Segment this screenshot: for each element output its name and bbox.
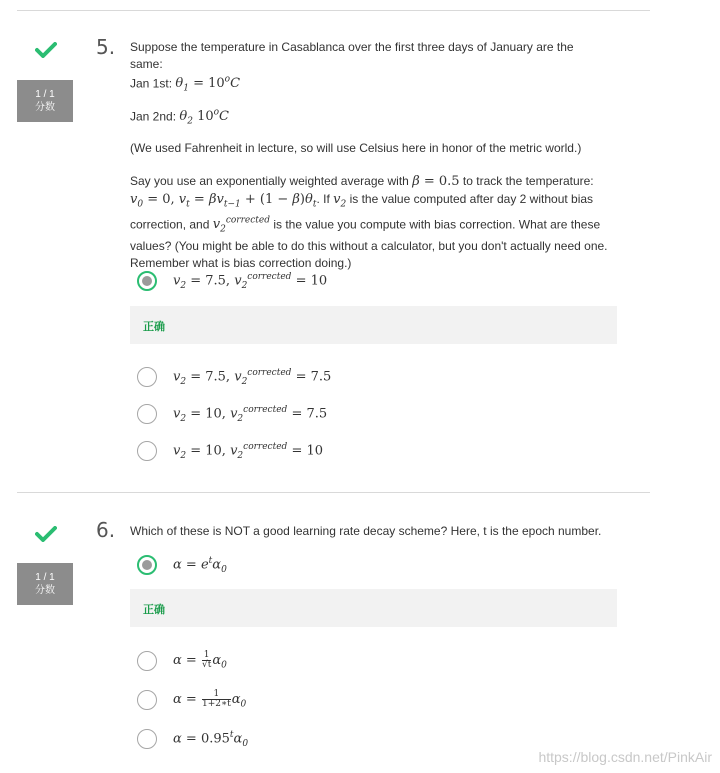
jan2-math: $\theta_2$ 10$^o$C [179,108,229,127]
recurrence-math: $v_0 = 0$, $v_t = \beta v_{t-1} + (1 - \beta)\theta_t$ [130,191,317,210]
correct-label: 正确 [143,604,165,616]
question-number: 6. [96,518,116,542]
q6-feedback [130,589,617,627]
q5-option-1[interactable] [137,270,327,292]
radio[interactable] [137,690,157,710]
jan1-math: $\theta_1 = 10^oC$ [175,75,241,94]
question-body [130,173,608,271]
option-label: $v_2 = 10$, $v_2^{corrected} = 7.5$ [173,404,328,424]
score-badge [17,563,73,605]
radio-selected[interactable] [137,271,157,291]
top-divider [17,10,650,11]
jan1-line [130,72,608,97]
v2-math: $v_2$ [333,191,347,210]
radio[interactable] [137,729,157,749]
checkmark-icon [35,526,57,542]
beta-math: β = 0.5 [412,174,460,189]
option-label: $\alpha = 0.95^t\alpha_0$ [173,729,249,749]
note-line: (We used Fahrenheit in lecture, so will use Celsius here in honor of the metric world.) [130,141,582,155]
score-fraction: 1 / 1 [35,572,55,583]
radio[interactable] [137,367,157,387]
watermark: https://blog.csdn.net/PinkAir [538,749,712,765]
v2-corrected-math: $v_2^{corrected}$ [212,215,270,235]
q6-option-2[interactable] [137,650,227,672]
question-intro: Suppose the temperature in Casablanca over the first three days of January are the same: [130,40,574,71]
radio[interactable] [137,441,157,461]
body-text-2: to track the temperature: [462,174,594,188]
radio[interactable] [137,651,157,671]
body-text-5: is the value you compute with bias correction. What are these values? (You might be able to do this without a calculator, but you don't actually need one. Remember what is bias correction doing.) [130,216,608,270]
q5-option-3[interactable] [137,403,327,425]
option-label: α = $\frac{1}{√t}$ $\alpha_0$ [173,650,227,671]
option-label: $\alpha = e^t\alpha_0$ [173,555,227,575]
jan2-prefix: Jan 2nd: [130,109,180,124]
score-fraction: 1 / 1 [35,89,55,100]
radio[interactable] [137,404,157,424]
q6-option-3[interactable] [137,689,246,711]
q5-option-4[interactable] [137,440,323,462]
body-text-3: . If [316,191,330,206]
correct-label: 正确 [143,321,165,333]
q5-option-2[interactable] [137,366,331,388]
option-label: $v_2 = 10$, $v_2^{corrected} = 10$ [173,441,324,461]
q6-option-1[interactable] [137,554,227,576]
option-label: α = $\frac{1}{1+2∗t}$ $\alpha_0$ [173,689,247,710]
body-text-1: Say you use an exponentially weighted average with [130,174,409,188]
question-divider [17,492,650,493]
score-label: 分数 [35,102,55,113]
q6-option-4[interactable] [137,728,248,750]
question-prompt: Which of these is NOT a good learning rate decay scheme? Here, t is the epoch number. [130,524,602,538]
score-label: 分数 [35,585,55,596]
radio-selected[interactable] [137,555,157,575]
option-label: $v_2 = 7.5$, $v_2^{corrected} = 10$ [173,271,328,291]
jan2-line [130,105,608,130]
score-badge [17,80,73,122]
option-label: $v_2 = 7.5$, $v_2^{corrected} = 7.5$ [173,367,332,387]
jan1-prefix: Jan 1st: [130,76,176,91]
checkmark-icon [35,42,57,58]
q5-feedback [130,306,617,344]
body-text-4: is the value computed after day 2 without bias correction, and [130,191,594,231]
question-number: 5. [96,35,116,59]
